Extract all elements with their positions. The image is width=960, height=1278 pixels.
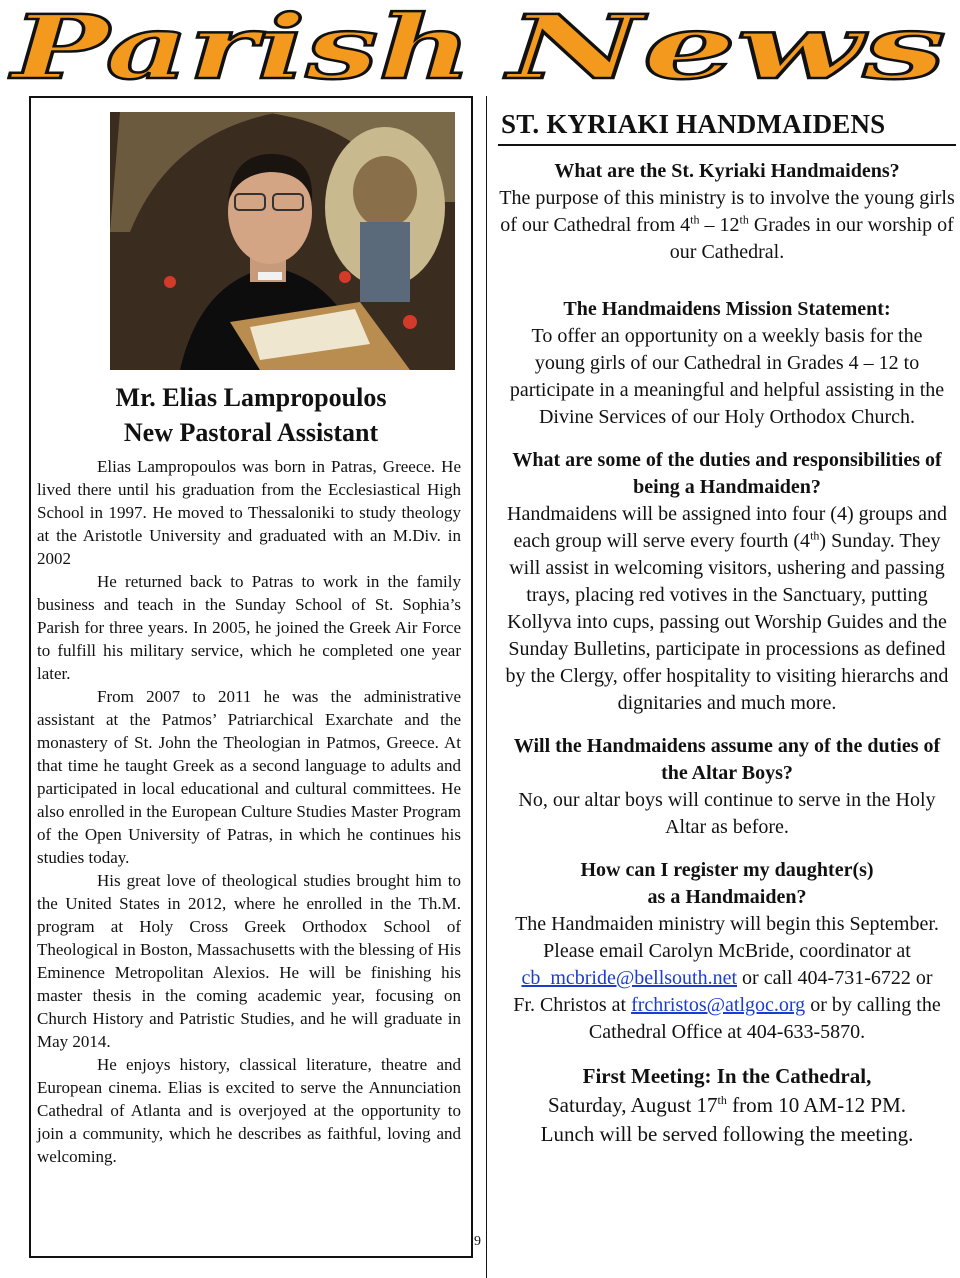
article-title-role: New Pastoral Assistant (123, 418, 379, 447)
answer (498, 911, 956, 1046)
answer: To offer an opportunity on a weekly basis for the young girls of our Cathedral in Grades 4 – 12 to participate in a meaningful and helpful assisting in the Divine Services of our Holy Orthodox Church. (509, 325, 945, 428)
question: What are the St. Kyriaki Handmaidens? (554, 160, 900, 182)
portrait-photo (110, 112, 455, 370)
answer-text: or call 404-731-6722 or Fr. Christos at (513, 967, 933, 1016)
article-body (37, 455, 461, 1168)
meeting-date (498, 1091, 956, 1120)
article-title-name: Mr. Elias Lampropoulos (115, 383, 387, 412)
article-paragraph: His great love of theological studies brought him to the United States in 2012, where he enrolled in the Th.M. program at Holy Cross Greek Orthodox School of Theological in Boston, Massachusetts with the blessing of His Eminence Metropolitan Alexios. He will be finishing his master thesis in the coming academic year, focusing on Church History and Patristic Studies, and he will graduate in May 2014. (37, 871, 461, 1051)
portrait-image-icon (110, 112, 455, 370)
article-paragraph: From 2007 to 2011 he was the administrative assistant at the Patmos’ Patriarchical Exarchate and the monastery of St. John the Theologian in Patmos, Greece. At that time he taught Greek as a second language to adults and participated in local educational and cultural committees. He also enrolled in the European Culture Studies Master Program of the Open University of Patras, in which he continues his studies today. (37, 687, 461, 867)
answer-superscript: th (690, 212, 700, 227)
page-number: 9 (474, 1234, 481, 1249)
article-paragraph: He returned back to Patras to work in the family business and teach in the Sunday School of St. Sophia’s Parish for three years. In 2005, he joined the Greek Air Force to fulfill his military service, which he completed one year later. (37, 572, 461, 683)
column-divider (486, 96, 487, 1278)
meeting-date-superscript: th (717, 1093, 727, 1107)
answer-text: Handmaidens will be assigned into four (4) groups and each group will serve every fourth (4 (507, 503, 947, 552)
email-link-carolyn[interactable]: cb_mcbride@bellsouth.net (521, 967, 738, 989)
answer (498, 185, 956, 266)
answer (498, 501, 956, 717)
question: as a Handmaiden? (647, 886, 807, 908)
masthead-word-news: News (502, 0, 946, 96)
masthead-title (0, 0, 960, 96)
article-paragraph: Elias Lampropoulos was born in Patras, Greece. He lived there until his graduation from the Ecclesiastical High School in 1997. He moved to Thessaloniki to study theology at the Aristotle University and graduated with an M.Div. in 2002 (37, 457, 461, 568)
masthead-word-parish: Parish (7, 0, 472, 96)
handmaidens-section (498, 104, 956, 1149)
question: How can I register my daughter(s) (580, 859, 874, 881)
meeting-date-text: from 10 AM-12 PM. (726, 1093, 906, 1117)
answer: No, our altar boys will continue to serve in the Holy Altar as before. (518, 789, 936, 838)
article-title (35, 380, 467, 450)
meeting-date-text: Saturday, August 17 (547, 1093, 718, 1117)
first-meeting (498, 1062, 956, 1149)
answer-text: The purpose of this ministry is to involve the young girls of our Cathedral from 4 (499, 187, 955, 236)
question: Will the Handmaidens assume any of the duties of the Altar Boys? (513, 735, 941, 784)
answer-text: or by calling the Cathedral Office at 404-633-5870. (588, 994, 941, 1043)
question: What are some of the duties and responsibilities of being a Handmaiden? (512, 449, 942, 498)
pastoral-assistant-article (29, 96, 473, 1258)
qa-altar-boys (498, 733, 956, 841)
answer-text: – 12 (699, 214, 740, 236)
meeting-note: Lunch will be served following the meeting. (540, 1122, 914, 1146)
email-link-fr-christos[interactable]: frchristos@atlgoc.org (631, 994, 806, 1016)
answer-text: ) Sunday. They will assist in welcoming visitors, ushering and passing trays, placing red votives in the Sanctuary, putting Kollyva into cups, passing out Worship Guides and the Sunday Bulletins, participate in processions as defined by the Clergy, offer hospitality to visiting hierarchs and dignitaries and much more. (505, 530, 949, 714)
section-title: ST. KYRIAKI HANDMAIDENS (498, 104, 956, 146)
answer-text: The Handmaiden ministry will begin this September. Please email Carolyn McBride, coordinator at (515, 913, 939, 962)
qa-duties (498, 447, 956, 717)
question: The Handmaidens Mission Statement: (563, 298, 891, 320)
article-paragraph: He enjoys history, classical literature, theatre and European cinema. Elias is excited to serve the Annunciation Cathedral of Atlanta and is overjoyed at the opportunity to join a community, which he describes as faithful, loving and welcoming. (37, 1055, 461, 1166)
answer-superscript: th (739, 212, 749, 227)
qa-register (498, 857, 956, 1046)
qa-mission (498, 296, 956, 431)
answer-text: Grades in our worship of our Cathedral. (669, 214, 954, 263)
answer-superscript: th (810, 528, 820, 543)
qa-what-are (498, 158, 956, 266)
meeting-heading: First Meeting: In the Cathedral, (582, 1064, 872, 1088)
